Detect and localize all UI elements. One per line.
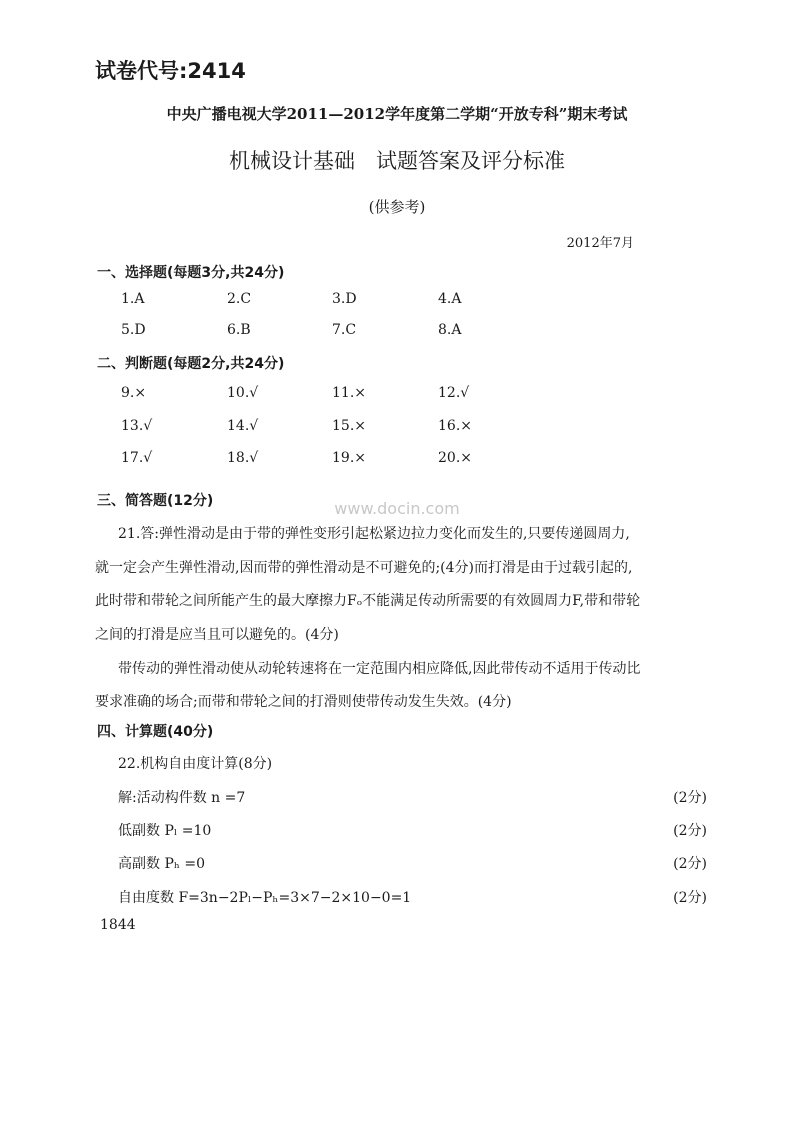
answer-14: 14.√ <box>227 418 259 434</box>
answer-13: 13.√ <box>121 418 153 434</box>
answer-16: 16.× <box>438 418 472 434</box>
calc-score-4: (2分) <box>673 890 707 906</box>
answer-10: 10.√ <box>227 385 259 401</box>
answer-3: 3.D <box>332 291 357 307</box>
answer-20: 20.× <box>438 450 472 466</box>
calc-row-2: 低副数 Pₗ =10 <box>118 823 212 839</box>
watermark: www.docin.com <box>334 499 460 518</box>
answer-7: 7.C <box>332 322 357 338</box>
answer-21-line-3: 此时带和带轮之间所能产生的最大摩擦力Fₒ不能满足传动所需要的有效圆周力F,带和带轮 <box>95 593 641 609</box>
section-3-heading: 三、简答题(12分) <box>97 493 214 509</box>
answer-4: 4.A <box>438 291 462 307</box>
answer-21-line-1: 21.答:弹性滑动是由于带的弹性变形引起松紧边拉力变化而发生的,只要传递圆周力, <box>118 526 630 542</box>
page-number: 1844 <box>100 917 136 933</box>
answer-21-line-2: 就一定会产生弹性滑动,因而带的弹性滑动是不可避免的;(4分)而打滑是由于过载引起的, <box>95 560 633 576</box>
calc-score-3: (2分) <box>673 856 707 872</box>
answer-5: 5.D <box>121 322 146 338</box>
answer-19: 19.× <box>332 450 366 466</box>
reference-note: (供参考) <box>368 198 426 216</box>
calc-score-2: (2分) <box>673 823 707 839</box>
answer-2: 2.C <box>227 291 252 307</box>
exam-date: 2012年7月 <box>566 236 634 251</box>
answer-6: 6.B <box>227 322 251 338</box>
paper-code: 试卷代号:2414 <box>95 59 246 83</box>
answer-8: 8.A <box>438 322 462 338</box>
answer-15: 15.× <box>332 418 366 434</box>
answer-12: 12.√ <box>438 385 470 401</box>
calc-row-1: 解:活动构件数 n =7 <box>118 790 246 806</box>
answer-21-line-4: 之间的打滑是应当且可以避免的。(4分) <box>95 627 339 643</box>
answer-17: 17.√ <box>121 450 153 466</box>
section-1-heading: 一、选择题(每题3分,共24分) <box>97 265 285 281</box>
answer-18: 18.√ <box>227 450 259 466</box>
answer-1: 1.A <box>121 291 145 307</box>
section-2-heading: 二、判断题(每题2分,共24分) <box>97 356 285 372</box>
answer-11: 11.× <box>332 385 366 401</box>
question-22-title: 22.机构自由度计算(8分) <box>118 756 273 772</box>
answer-21-line-5: 带传动的弹性滑动使从动轮转速将在一定范围内相应降低,因此带传动不适用于传动比 <box>118 661 641 677</box>
calc-row-3: 高副数 Pₕ =0 <box>118 856 206 872</box>
section-4-heading: 四、计算题(40分) <box>97 724 214 740</box>
document-title: 机械设计基础 试题答案及评分标准 <box>229 149 565 173</box>
calc-row-4: 自由度数 F=3n−2Pₗ−Pₕ=3×7−2×10−0=1 <box>118 890 412 906</box>
answer-9: 9.× <box>121 385 147 401</box>
answer-21-line-6: 要求准确的场合;而带和带轮之间的打滑则使带传动发生失效。(4分) <box>95 694 512 710</box>
calc-score-1: (2分) <box>673 790 707 806</box>
exam-title: 中央广播电视大学2011—2012学年度第二学期“开放专科”期末考试 <box>166 105 628 123</box>
